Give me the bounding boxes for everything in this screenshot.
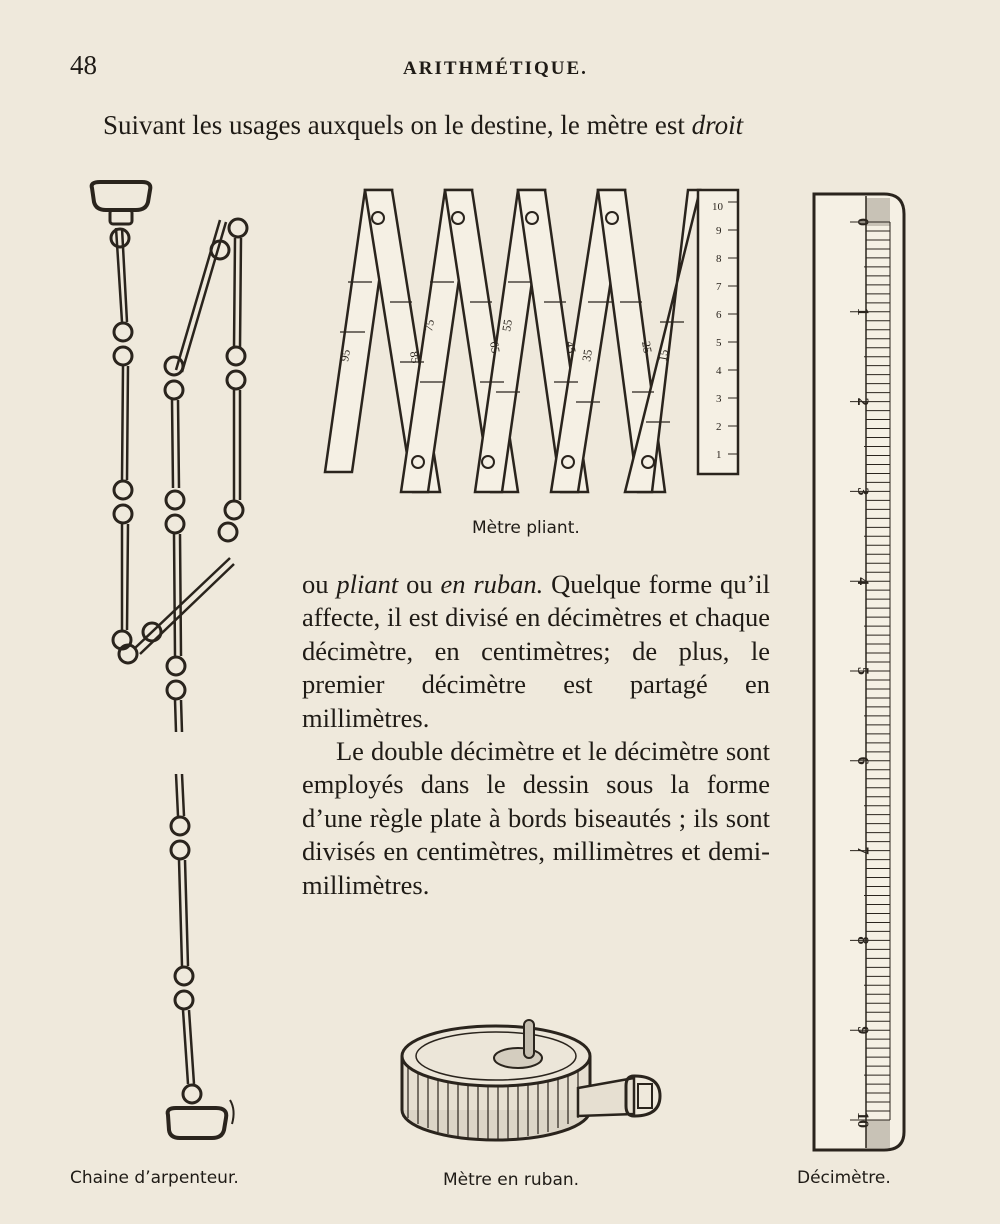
folding-scale-label: 1 — [716, 449, 722, 461]
folding-label: 85 — [407, 350, 423, 365]
p1-text-a: ou — [302, 569, 337, 599]
surveyor-chain-illustration — [80, 180, 270, 1150]
page-number: 48 — [70, 50, 97, 80]
ruler-label: 7 — [854, 846, 871, 855]
caption-decimeter: Décimètre. — [797, 1168, 891, 1188]
folding-scale-label: 8 — [716, 253, 722, 265]
ruler-label: 0 — [854, 218, 871, 226]
ruler-label: 5 — [854, 667, 871, 675]
folding-scale-label: 4 — [716, 365, 722, 377]
ruler-label: 4 — [854, 577, 871, 586]
folding-label: 45 — [563, 340, 579, 355]
folding-scale-label: 7 — [716, 281, 722, 293]
folding-scale-label: 3 — [716, 393, 722, 405]
folding-scale-label: 9 — [716, 225, 722, 237]
folding-scale-label: 5 — [716, 337, 722, 349]
ruler-label: 8 — [854, 936, 871, 945]
body-text — [302, 568, 770, 902]
folding-scale-label: 10 — [712, 201, 723, 213]
paragraph-2: Le double décimètre et le décimètre sont employés dans le dessin sous la forme d’une règle plate à bords biseautés ; ils sont divisés en centimètres, millimètres et demi-millimètres. — [302, 736, 770, 900]
folding-label: 35 — [579, 348, 596, 363]
ruler-label: 2 — [854, 397, 871, 406]
p1-italic-en-ruban: en ruban. — [440, 569, 544, 599]
p1-text-e: Quelque forme qu’il affecte, il est divisé en décimètres et chaque décimètre, en centimètres; de plus, le premier décimètre est partagé en millimètres. — [302, 569, 771, 733]
running-title: ARITHMÉTIQUE. — [403, 58, 588, 79]
p1-italic-pliant: pliant — [336, 569, 399, 599]
first-line-italic: droit — [691, 110, 744, 140]
ruler-label: 1 — [854, 307, 871, 316]
ruler-label: 3 — [854, 487, 871, 496]
decimeter-ruler-illustration — [812, 192, 908, 1154]
folding-label: 55 — [499, 318, 516, 333]
tape-measure-illustration — [398, 1016, 668, 1146]
folding-label: 25 — [639, 340, 655, 355]
folding-label: 75 — [421, 318, 438, 333]
caption-folding-meter: Mètre pliant. — [472, 518, 580, 538]
paragraph-1 — [302, 568, 770, 735]
folding-scale-label: 6 — [716, 309, 722, 321]
ruler-label: 9 — [854, 1026, 871, 1035]
ruler-label: 6 — [854, 756, 871, 765]
folding-label: 15 — [655, 348, 672, 363]
folding-scale-label: 2 — [716, 421, 722, 433]
first-line-text: Suivant les usages auxquels on le destine, le mètre est — [103, 110, 692, 140]
ruler-label: 10 — [854, 1112, 871, 1128]
folding-label: 95 — [337, 348, 354, 363]
first-line — [103, 110, 915, 141]
caption-tape-measure: Mètre en ruban. — [443, 1170, 580, 1190]
folding-label: 65 — [487, 340, 503, 355]
folding-meter-illustration — [320, 182, 745, 502]
p1-text-c: ou — [398, 569, 441, 599]
caption-chain: Chaine d’arpenteur. — [70, 1168, 239, 1188]
